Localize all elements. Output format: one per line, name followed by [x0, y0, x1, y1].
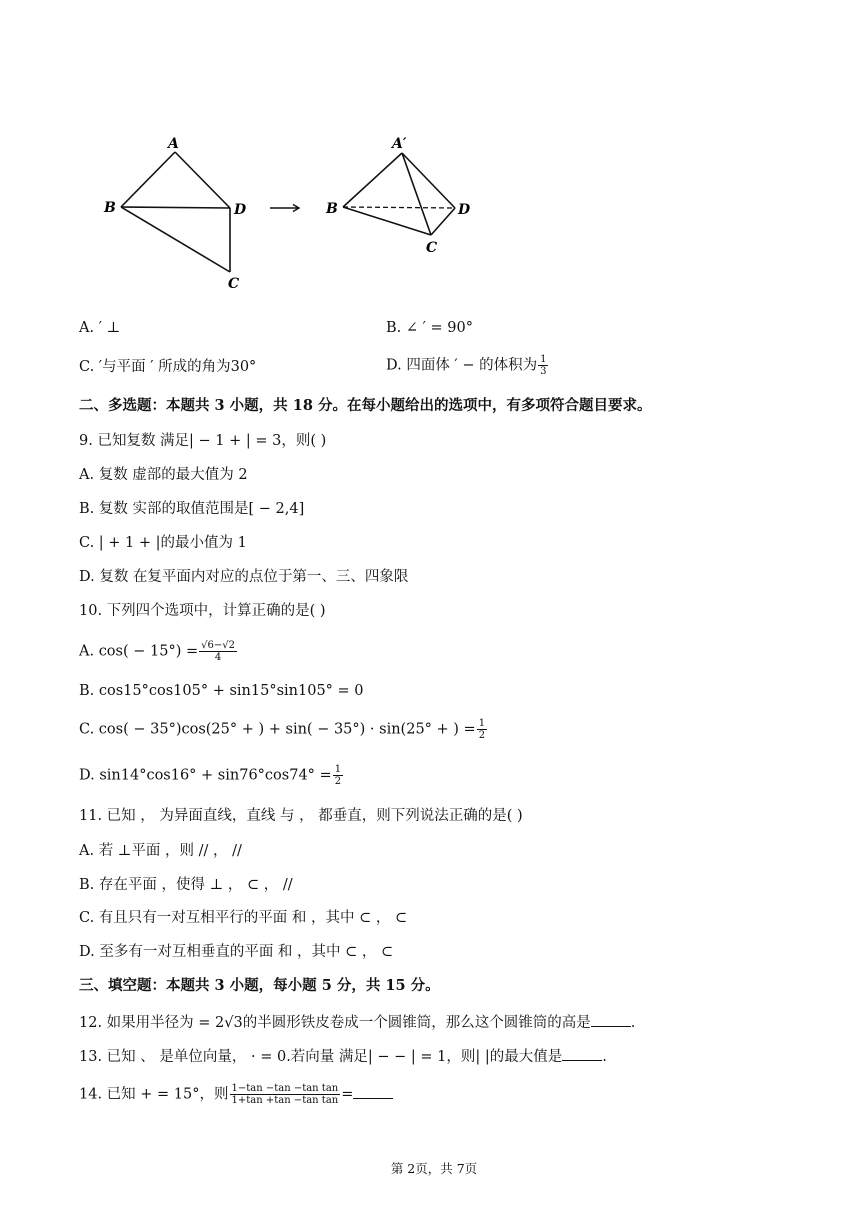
q10-option-c-fraction: $\frac{1}{2}$ [478, 718, 486, 741]
q10-option-a-fraction: $\frac{√6-√2}{4}$ [201, 640, 235, 663]
label-right-B: B [326, 201, 338, 217]
geometry-figure [0, 0, 868, 300]
q10-option-a-text: A. cos( − 15°) = [79, 643, 199, 660]
q10-option-a [79, 640, 238, 663]
figure-left [103, 136, 247, 292]
q13-answer-blank[interactable] [562, 1046, 602, 1061]
q11-option-a: A. 若 ⊥平面 ，则 // ， // [79, 843, 242, 859]
q14-equals: = [341, 1086, 354, 1103]
q9-option-d: D. 复数 在复平面内对应的点位于第一、三、四象限 [79, 569, 409, 585]
q10-option-d-fraction: $\frac{1}{2}$ [334, 764, 342, 787]
q14 [79, 1083, 393, 1106]
section-2-heading: 二、多选题：本题共 3 小题，共 18 分。在每小题给出的选项中，有多项符合题目要求。 [79, 397, 652, 414]
q13 [79, 1046, 607, 1066]
label-left-A: A [168, 136, 179, 152]
label-right-C: C [426, 240, 438, 256]
label-right-A: A′ [392, 136, 407, 152]
q12 [79, 1012, 635, 1032]
q12-answer-blank[interactable] [591, 1012, 631, 1027]
q10-option-c [79, 718, 488, 741]
q10-option-d [79, 764, 344, 787]
q12-period: . [630, 1015, 636, 1031]
q8-option-a: A. ′ ⊥ [79, 320, 121, 336]
label-left-B: B [104, 200, 116, 216]
q10-option-b: B. cos15°cos105° + sin15°sin105° = 0 [79, 683, 364, 699]
q9-option-b: B. 复数 实部的取值范围是[ − 2,4] [79, 501, 305, 517]
q14-text: 14. 已知 + = 15°，则 [79, 1086, 229, 1103]
q11-stem: 11. 已知 ， 为异面直线，直线 与 ， 都垂直，则下列说法正确的是( ) [79, 808, 523, 824]
label-left-C: C [228, 276, 240, 292]
label-right-D: D [458, 202, 471, 218]
q10-option-d-text: D. sin14°cos16° + sin76°cos74° = [79, 767, 332, 784]
q13-text: 13. 已知 、 是单位向量， · = 0.若向量 满足| − − | = 1，则| |的最大值是 [79, 1049, 563, 1065]
q9-option-c: C. | + 1 + |的最小值为 1 [79, 535, 247, 551]
q14-fraction: $\frac{\text{1−tan −tan −tan tan}}{\text{1+tan +tan −tan tan}}$ [231, 1083, 339, 1106]
label-left-D: D [234, 202, 247, 218]
q11-option-b: B. 存在平面 ，使得 ⊥ ， ⊂ ， // [79, 877, 293, 893]
q10-option-c-text: C. cos( − 35°)cos(25° + ) + sin( − 35°) · sin(25° + ) = [79, 721, 476, 738]
arrow-icon [270, 205, 299, 212]
q8-option-d [386, 354, 549, 377]
q8-option-b: B. ∠ ′ = 90° [386, 320, 473, 336]
q11-option-c: C. 有且只有一对互相平行的平面 和 ，其中 ⊂ ， ⊂ [79, 910, 408, 926]
q13-period: . [602, 1049, 607, 1065]
q9-stem: 9. 已知复数 满足| − 1 + | = 3，则( ) [79, 433, 327, 449]
q9-option-a: A. 复数 虚部的最大值为 2 [79, 467, 248, 483]
q14-answer-blank[interactable] [353, 1084, 393, 1099]
page-footer: 第 2页，共 7页 [390, 1161, 478, 1176]
q8-option-d-text: D. 四面体 ′ − 的体积为 [386, 357, 538, 374]
section-3-heading: 三、填空题：本题共 3 小题，每小题 5 分，共 15 分。 [79, 977, 440, 994]
q11-option-d: D. 至多有一对互相垂直的平面 和 ，其中 ⊂ ， ⊂ [79, 944, 394, 960]
figure-right [325, 136, 471, 256]
q8-option-d-fraction: $\frac{1}{3}$ [540, 354, 547, 377]
q8-option-c: C. ′与平面 ′ 所成的角为30° [79, 359, 257, 375]
q12-text: 12. 如果用半径为 = 2√3的半圆形铁皮卷成一个圆锥筒，那么这个圆锥筒的高是 [79, 1015, 591, 1031]
q10-stem: 10. 下列四个选项中，计算正确的是( ) [79, 603, 326, 619]
